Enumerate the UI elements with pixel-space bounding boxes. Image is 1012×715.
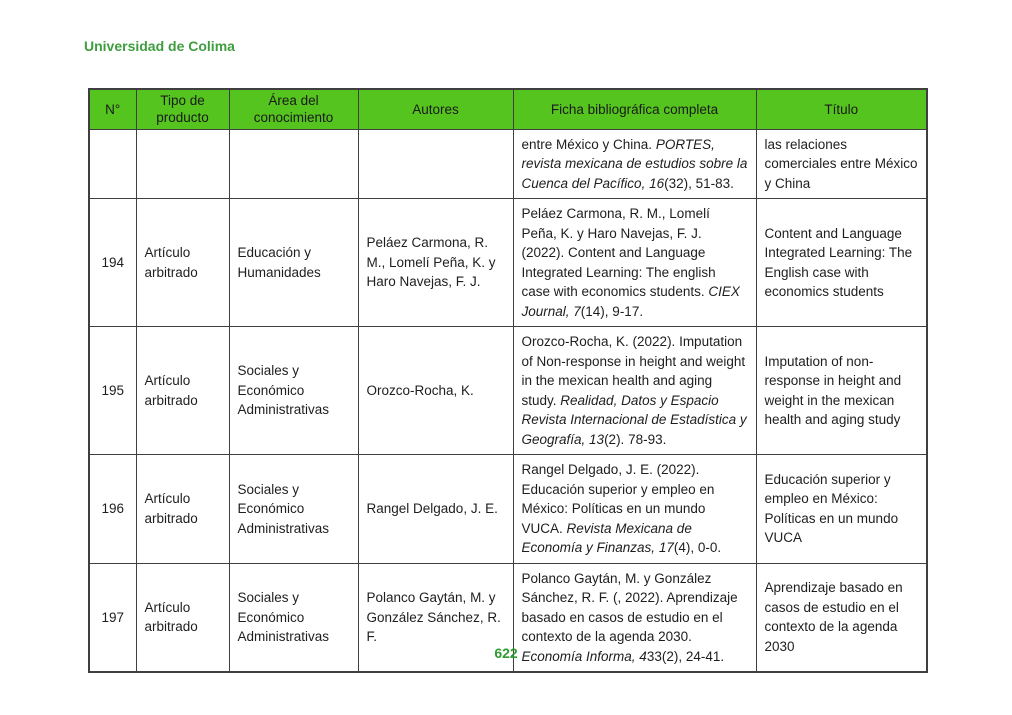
cell-ficha-bibliografica bbox=[513, 455, 756, 564]
cell-autores bbox=[358, 129, 513, 199]
col-header-tipo-producto: Tipo de producto bbox=[136, 89, 229, 129]
table-header-row bbox=[89, 89, 927, 129]
ficha-text-segment: Peláez Carmona, R. M., Lomelí Peña, K. y Haro Navejas, F. J. (2022). Content and Language Integrated Learning: The english case with economics students. bbox=[521, 206, 716, 299]
cell-ficha-bibliografica bbox=[513, 327, 756, 455]
ficha-journal-segment: Revista Mexicana de Economía y Finanzas, 17 bbox=[521, 520, 692, 555]
col-header-ficha-bibliografica: Ficha bibliográfica completa bbox=[513, 89, 756, 129]
cell-autores: Peláez Carmona, R. M., Lomelí Peña, K. y Haro Navejas, F. J. bbox=[358, 199, 513, 327]
ficha-text-segment: Rangel Delgado, J. E. (2022). Educación superior y empleo en México: Políticas en un mundo VUCA. bbox=[521, 462, 715, 536]
cell-ficha-bibliografica bbox=[513, 199, 756, 327]
cell-titulo: Imputation of non-response in height and weight in the mexican health and aging study bbox=[756, 327, 927, 455]
cell-tipo-producto: Artículo arbitrado bbox=[136, 327, 229, 455]
cell-area-conocimiento: Sociales y Económico Administrativas bbox=[229, 327, 358, 455]
cell-autores: Orozco-Rocha, K. bbox=[358, 327, 513, 455]
ficha-text-segment: entre México y China. bbox=[521, 136, 656, 152]
cell-numero: 196 bbox=[89, 455, 136, 564]
col-header-autores: Autores bbox=[358, 89, 513, 129]
cell-autores: Rangel Delgado, J. E. bbox=[358, 455, 513, 564]
cell-numero: 194 bbox=[89, 199, 136, 327]
publications-table bbox=[88, 88, 928, 673]
cell-autores: Polanco Gaytán, M. y González Sánchez, R. F. bbox=[358, 563, 513, 672]
cell-area-conocimiento: Educación y Humanidades bbox=[229, 199, 358, 327]
ficha-text-segment: (4), 0-0. bbox=[673, 540, 722, 555]
cell-numero: 197 bbox=[89, 563, 136, 672]
cell-tipo-producto: Artículo arbitrado bbox=[136, 563, 229, 672]
table-row bbox=[89, 327, 927, 455]
ficha-text-segment: (32), 51-83. bbox=[664, 175, 734, 191]
col-header-numero: N° bbox=[89, 89, 136, 129]
table-body bbox=[89, 129, 927, 672]
cell-numero bbox=[89, 129, 136, 199]
cell-tipo-producto bbox=[136, 129, 229, 199]
cell-area-conocimiento bbox=[229, 129, 358, 199]
cell-tipo-producto: Artículo arbitrado bbox=[136, 199, 229, 327]
cell-tipo-producto: Artículo arbitrado bbox=[136, 455, 229, 564]
ficha-journal-segment: CIEX Journal, 7 bbox=[521, 284, 740, 319]
ficha-journal-segment: Economía Informa, 4 bbox=[521, 648, 647, 664]
cell-area-conocimiento: Sociales y Económico Administrativas bbox=[229, 563, 358, 672]
page-number: 622 bbox=[494, 645, 518, 661]
cell-area-conocimiento: Sociales y Económico Administrativas bbox=[229, 455, 358, 564]
table-row bbox=[89, 199, 927, 327]
institution-header: Universidad de Colima bbox=[84, 38, 235, 54]
col-header-area-conocimiento: Área del conocimiento bbox=[229, 89, 358, 129]
ficha-journal-segment: PORTES, revista mexicana de estudios sobre la Cuenca del Pacífico, 16 bbox=[521, 136, 748, 191]
cell-titulo: Educación superior y empleo en México: Políticas en un mundo VUCA bbox=[756, 455, 927, 564]
ficha-text-segment: (2). 78-93. bbox=[604, 431, 667, 447]
ficha-text-segment: Polanco Gaytán, M. y González Sánchez, R. F. (, 2022). Aprendizaje basado en casos de estudio en el contexto de la agenda 2030. bbox=[521, 570, 738, 644]
cell-titulo: las relaciones comerciales entre México y China bbox=[756, 129, 927, 199]
table-row bbox=[89, 455, 927, 564]
cell-ficha-bibliografica bbox=[513, 129, 756, 199]
cell-numero: 195 bbox=[89, 327, 136, 455]
col-header-titulo: Título bbox=[756, 89, 927, 129]
ficha-text-segment: 33(2), 24-41. bbox=[646, 648, 725, 664]
ficha-journal-segment: Realidad, Datos y Espacio Revista Internacional de Estadística y Geografía, 13 bbox=[521, 392, 747, 447]
ficha-text-segment: Orozco-Rocha, K. (2022). Imputation of Non-response in height and weight in the mexican health and aging study. bbox=[521, 334, 746, 408]
table-row bbox=[89, 129, 927, 199]
cell-titulo: Content and Language Integrated Learning: The English case with economics students bbox=[756, 199, 927, 327]
cell-titulo: Aprendizaje basado en casos de estudio en el contexto de la agenda 2030 bbox=[756, 563, 927, 672]
ficha-text-segment: (14), 9-17. bbox=[580, 303, 644, 319]
